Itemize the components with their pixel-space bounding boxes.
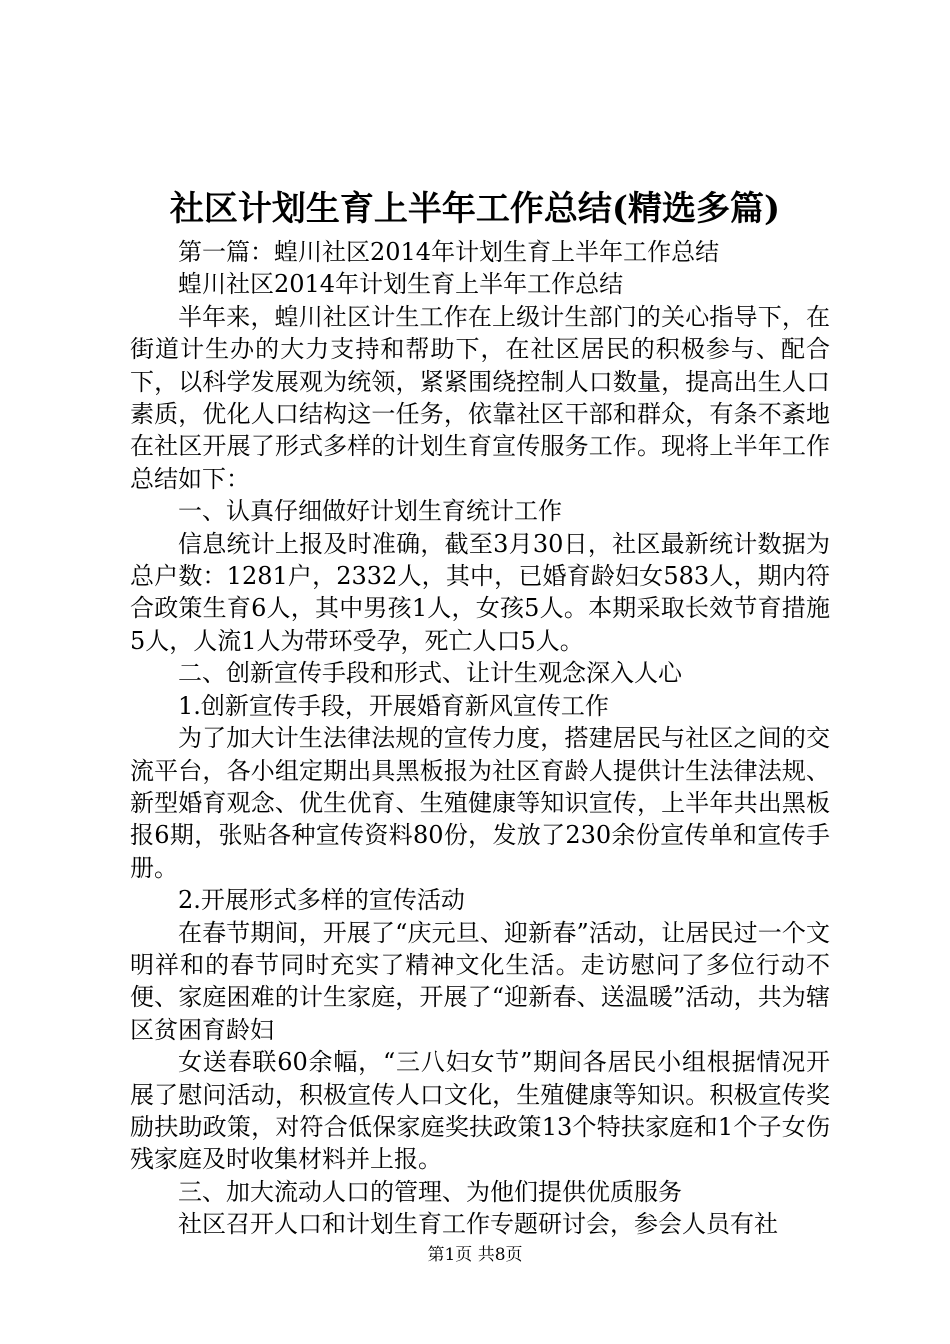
paragraph-activities: 在春节期间，开展了“庆元旦、迎新春”活动，让居民过一个文明祥和的春节同时充实了精神文化生活。走访慰问了多位行动不便、家庭困难的计生家庭，开展了“迎新春、送温暖”活动，共为辖区贫困育龄妇 — [130, 918, 830, 1044]
paragraph-floating-population: 社区召开人口和计划生育工作专题研讨会，参会人员有社 — [178, 1210, 778, 1239]
heading-publicity: 二、创新宣传手段和形式、让计生观念深入人心 — [178, 659, 682, 688]
paragraph-activities-continued: 女送春联60余幅，“三八妇女节”期间各居民小组根据情况开展了慰问活动，积极宣传人口文化，生殖健康等知识。积极宣传奖励扶助政策，对符合低保家庭奖扶政策13个特扶家庭和1个子女伤残家庭及时收集材料并上报。 — [130, 1048, 830, 1174]
document-title: 社区计划生育上半年工作总结(精选多篇) — [169, 189, 781, 229]
section-heading: 第一篇：蝗川社区2014年计划生育上半年工作总结 — [178, 238, 720, 266]
paragraph-statistics: 信息统计上报及时准确，截至3月30日，社区最新统计数据为总户数：1281户，2332人，其中，已婚育龄妇女583人，期内符合政策生育6人，其中男孩1人，女孩5人。本期采取长效节育措施5人，人流1人为带环受孕，死亡人口5人。 — [130, 529, 830, 655]
heading-statistics: 一、认真仔细做好计划生育统计工作 — [178, 497, 562, 526]
heading-floating-population: 三、加大流动人口的管理、为他们提供优质服务 — [178, 1177, 682, 1206]
paragraph-publicity-means: 为了加大计生法律法规的宣传力度，搭建居民与社区之间的交流平台，各小组定期出具黑板报为社区育龄人提供计生法律法规、新型婚育观念、优生优育、生殖健康等知识宣传，上半年共出黑板报6期，张贴各种宣传资料80份，发放了230余份宣传单和宣传手册。 — [130, 724, 830, 882]
page-number: 第1页 共8页 — [427, 1245, 523, 1265]
subheading-activities: 2.开展形式多样的宣传活动 — [178, 886, 465, 915]
subheading-publicity-means: 1.创新宣传手段，开展婚育新风宣传工作 — [178, 691, 609, 720]
paragraph-intro: 半年来，蝗川社区计生工作在上级计生部门的关心指导下，在街道计生办的大力支持和帮助下，在社区居民的积极参与、配合下，以科学发展观为统领，紧紧围绕控制人口数量，提高出生人口素质，优化人口结构这一任务，依靠社区干部和群众，有条不紊地在社区开展了形式多样的计划生育宣传服务工作。现将上半年工作总结如下： — [130, 302, 830, 493]
subtitle: 蝗川社区2014年计划生育上半年工作总结 — [178, 270, 624, 299]
document-body — [130, 236, 830, 1241]
